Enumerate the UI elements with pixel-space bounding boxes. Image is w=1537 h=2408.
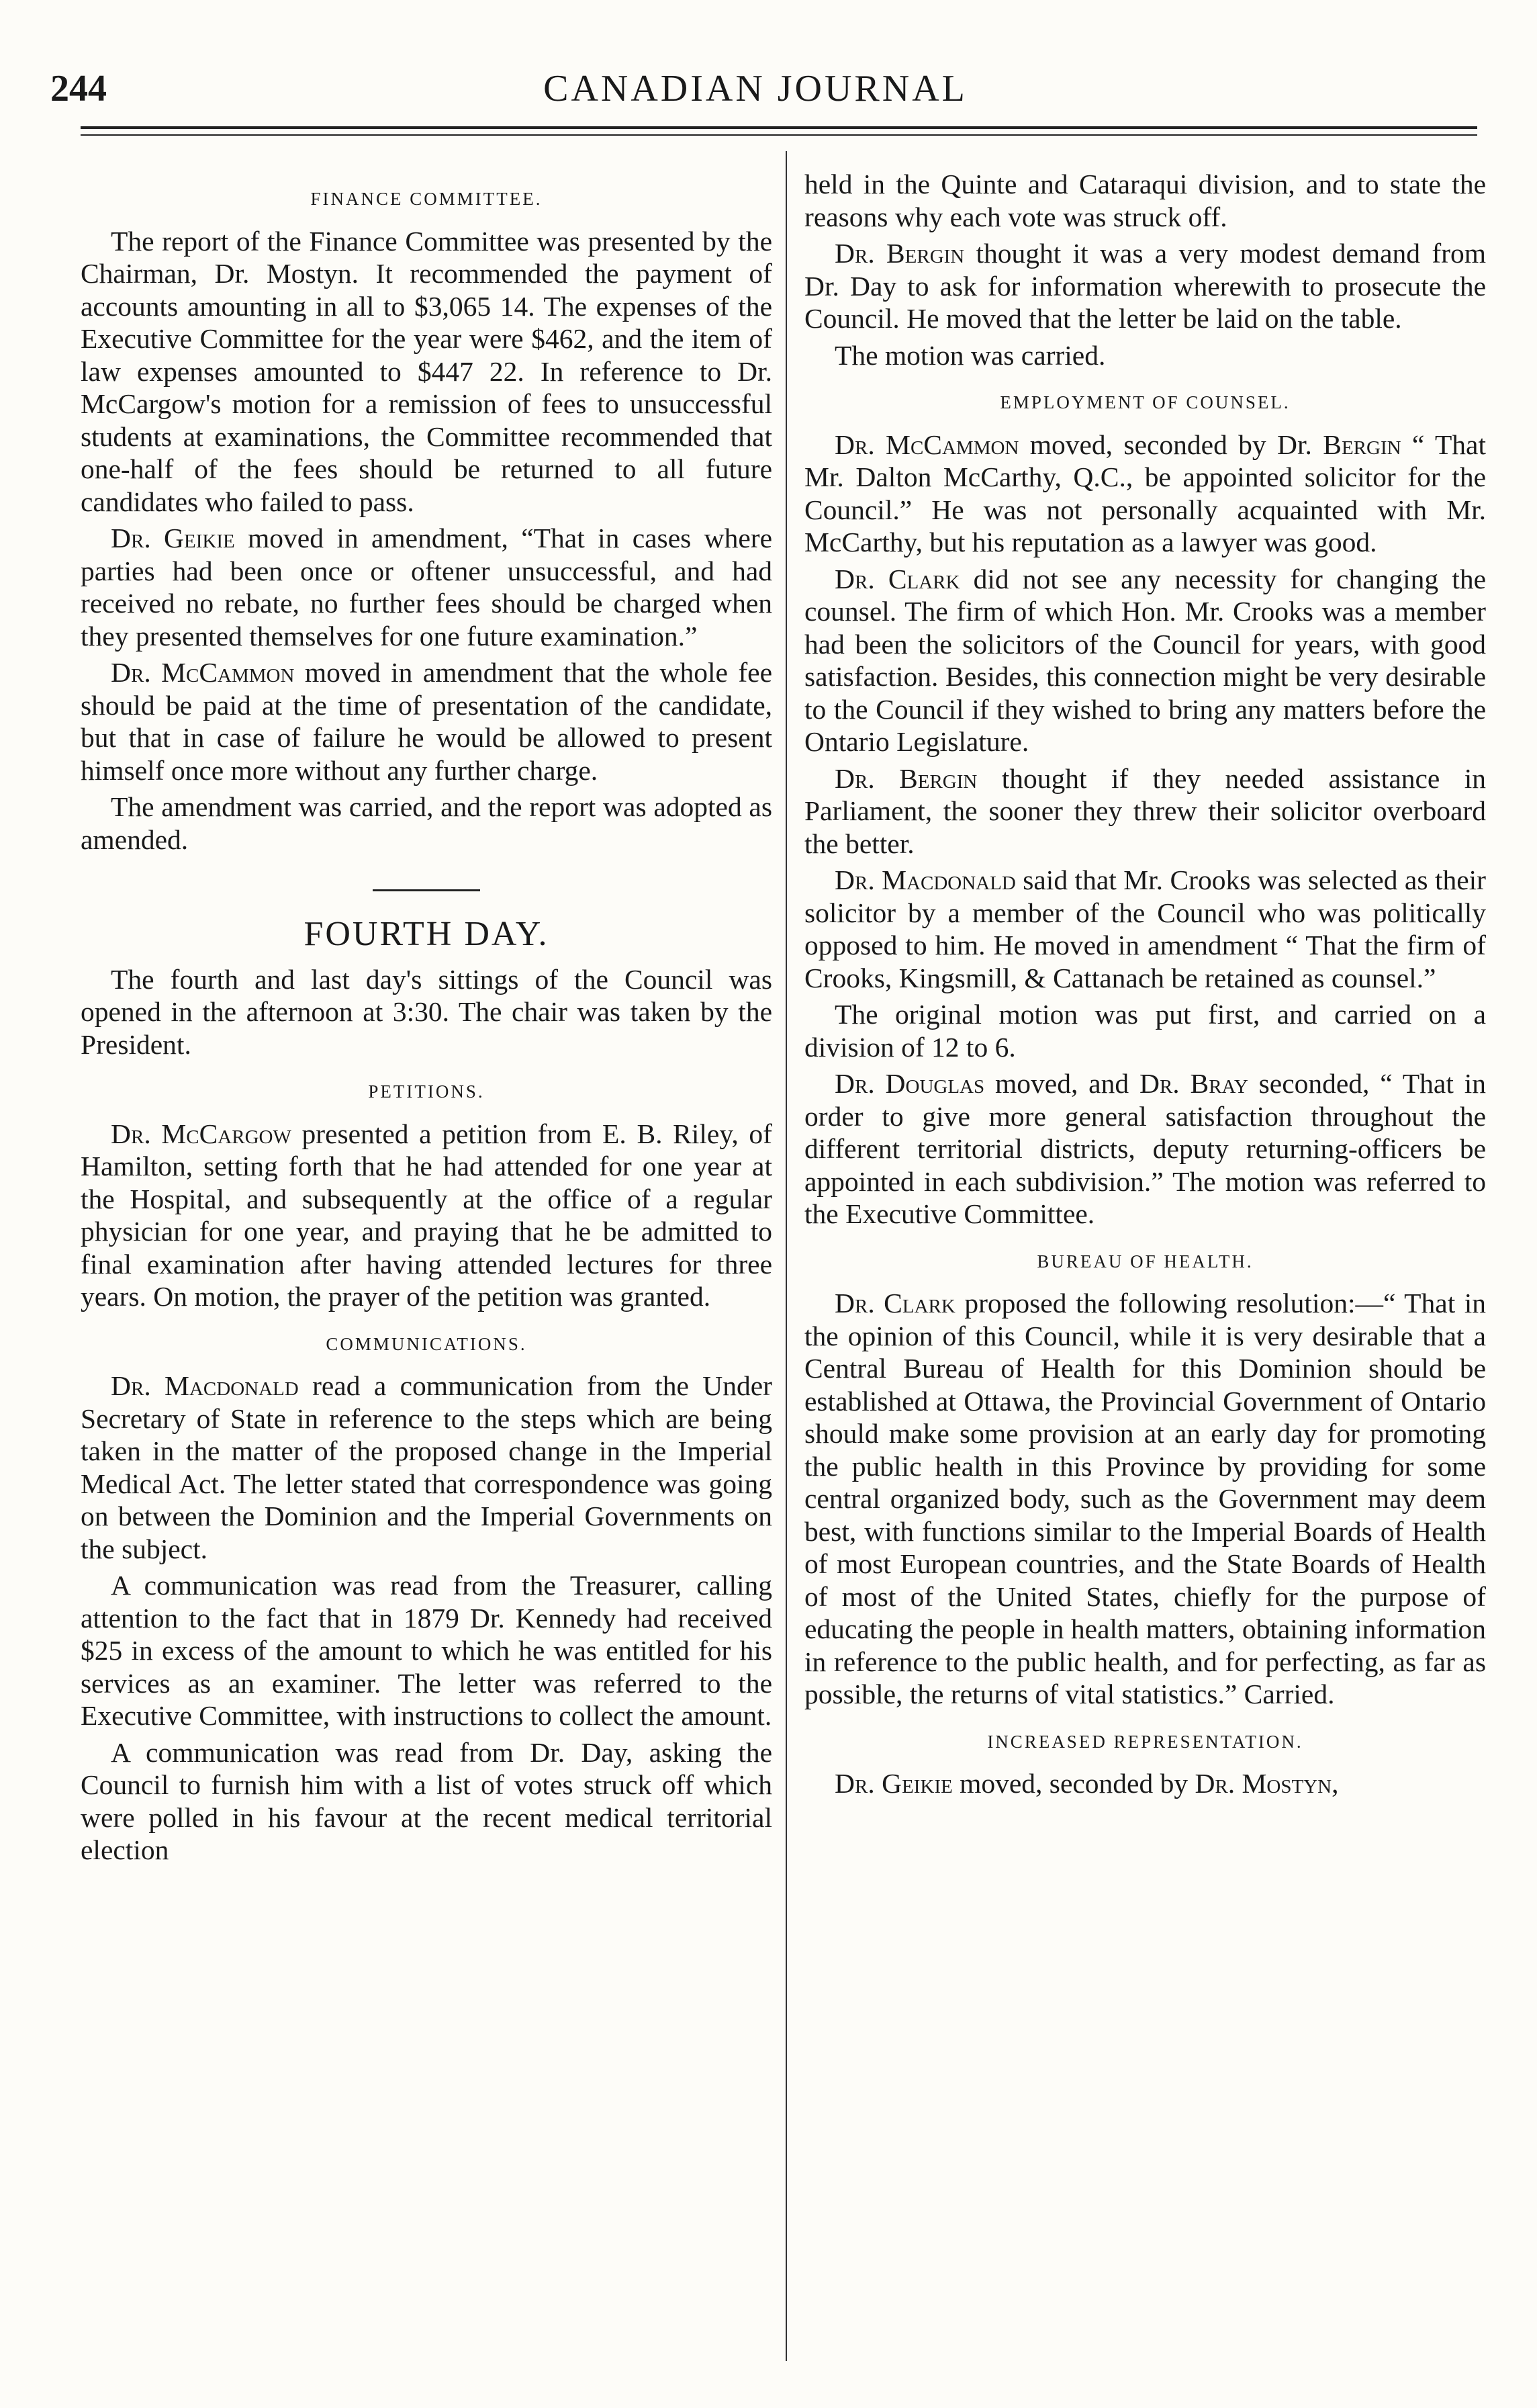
speaker-name: Dr. McCammon [835,429,1019,460]
left-column [81,168,772,1871]
speaker-name: Dr. Geikie [111,523,235,553]
section-heading-finance: FINANCE COMMITTEE. [310,189,543,209]
speaker-name: Dr. Bergin [835,762,978,794]
speaker-name: Dr. Clark [835,563,960,594]
paragraph: Dr. Bergin thought if they needed assistance in Parliament, the sooner they threw their solicitor overboard the better. [804,762,1487,859]
paragraph: Dr. Clark proposed the following resolution:—“ That in the opinion of this Council, while it is very desirable that a Central Bureau of Health for this Dominion should be established at Ottawa, the Provincial Government of Ontario should make some provision at an early day for promoting the public health in this Province by providing for some central organized body, such as the Government may deem best, with functions similar to the Imperial Boards of Health of most European countries, and the State Boards of Health of most of the United States, chiefly for the purpose of educating the people in health matters, obtaining information in reference to the public health, and for perfecting, as far as possible, the returns of vital statistics.” Carried. [804,1288,1487,1709]
paragraph: Dr. Macdonald read a communication from the Under Secretary of State in reference to the steps which are being taken in the matter of the proposed change in the Imperial Medical Act. The letter stated that correspondence was going on between the Dominion and the Imperial Governments on the subject. [81,1370,772,1564]
paragraph: The fourth and last day's sittings of the Council was opened in the afternoon at 3:30. The chair was taken by the President. [81,963,772,1060]
section-heading-health: BUREAU OF HEALTH. [1037,1251,1254,1272]
speaker-name: Dr. Douglas [835,1068,985,1099]
speaker-name: Dr. Bray [1139,1068,1248,1099]
paragraph: The report of the Finance Committee was presented by the Chairman, Dr. Mostyn. It recommended the payment of accounts amounting in all to $3,065 14. The expenses of the Executive Committee for the year were $462, and the item of law expenses amounted to $447 22. In reference to Dr. McCargow's motion for a remission of fees to unsuccessful students at examinations, the Committee recommended that one-half of the fees should be returned to all future candidates who failed to pass. [81,225,772,517]
paragraph: The motion was carried. [835,339,1106,371]
paragraph: A communication was read from Dr. Day, asking the Council to furnish him with a list of votes struck off which were polled in his favour at the recent medical territorial election [81,1736,772,1865]
paragraph: Dr. Geikie moved, seconded by Dr. Mostyn, [835,1768,1339,1799]
speaker-name: Dr. Geikie [835,1768,953,1799]
paragraph: Dr. McCammon moved in amendment that the whole fee should be paid at the time of presentation of the candidate, but that in case of failure he would be allowed to present himself once more without any further charge. [81,657,773,786]
paragraph: held in the Quinte and Cataraqui division, and to state the reasons why each vote was struck off. [804,169,1486,232]
page-number: 244 [50,68,107,109]
header-rule-thick [81,126,1477,129]
section-heading-representation: INCREASED REPRESENTATION. [987,1731,1303,1752]
section-divider [373,889,480,891]
section-heading-communications: COMMUNICATIONS. [326,1333,527,1354]
column-divider [786,151,787,2361]
paragraph: The amendment was carried, and the report was adopted as amended. [81,791,772,855]
paragraph: A communication was read from the Treasurer, calling attention to the fact that in 1879 Dr. Kennedy had received $25 in excess of the amount to which he was entitled for his services as an examiner. The letter was referred to the Executive Committee, with instructions to collect the amount. [81,1570,772,1731]
day-heading: FOURTH DAY. [304,915,549,953]
speaker-name: Dr. Macdonald [835,864,1016,895]
header-rule-thin [81,134,1477,136]
paragraph: The original motion was put first, and carried on a division of 12 to 6. [804,999,1486,1063]
speaker-name: Dr. Macdonald [111,1370,299,1401]
speaker-name: Dr. Clark [835,1288,956,1319]
running-title: CANADIAN JOURNAL [543,68,968,109]
speaker-name: Dr. Bergin [835,238,965,269]
page-header [50,67,1460,121]
speaker-name: Dr. McCargow [111,1118,291,1149]
right-column [804,168,1486,1804]
section-heading-counsel: EMPLOYMENT OF COUNSEL. [1000,392,1291,412]
speaker-name: Dr. McCammon [111,657,295,688]
speaker-name: Dr. Mostyn, [1195,1768,1339,1799]
paragraph: Dr. McCammon moved, seconded by Dr. Bergin “ That Mr. Dalton McCarthy, Q.C., be appointed solicitor for the Council.” He was not personally acquainted with Mr. McCarthy, but his reputation as a lawyer was good. [804,429,1486,558]
paragraph: Dr. Macdonald said that Mr. Crooks was selected as their solicitor by a member of the Council who was politically opposed to him. He moved in amendment “ That the firm of Crooks, Kingsmill, & Cattanach be retained as counsel.” [804,864,1487,993]
paragraph: Dr. Douglas moved, and Dr. Bray seconded, “ That in order to give more general satisfaction throughout the different territorial districts, deputy returning-officers be appointed in each subdivision.” The motion was referred to the Executive Committee. [804,1068,1486,1229]
paragraph: Dr. Geikie moved in amendment, “That in cases where parties had been once or oftener unsuccessful, and had received no rebate, no further fees should be charged when they presented themselves for one future examination.” [81,523,772,652]
paragraph: Dr. Clark did not see any necessity for changing the counsel. The firm of which Hon. Mr. Crooks was a member had been the solicitors of the Council for years, with good satisfaction. Besides, this connection might be very desirable to the Council if they wished to bring any matters before the Ontario Legislature. [804,563,1486,757]
paragraph: Dr. Bergin thought it was a very modest demand from Dr. Day to ask for information wherewith to prosecute the Council. He moved that the letter be laid on the table. [804,238,1486,334]
section-heading-petitions: PETITIONS. [368,1081,485,1102]
speaker-name: Bergin [1323,429,1401,460]
paragraph: Dr. McCargow presented a petition from E. B. Riley, of Hamilton, setting forth that he had attended for one year at the Hospital, and subsequently at the office of a regular physician for one year, and praying that he be admitted to final examination after having attended lectures for three years. On motion, the prayer of the petition was granted. [81,1118,773,1312]
